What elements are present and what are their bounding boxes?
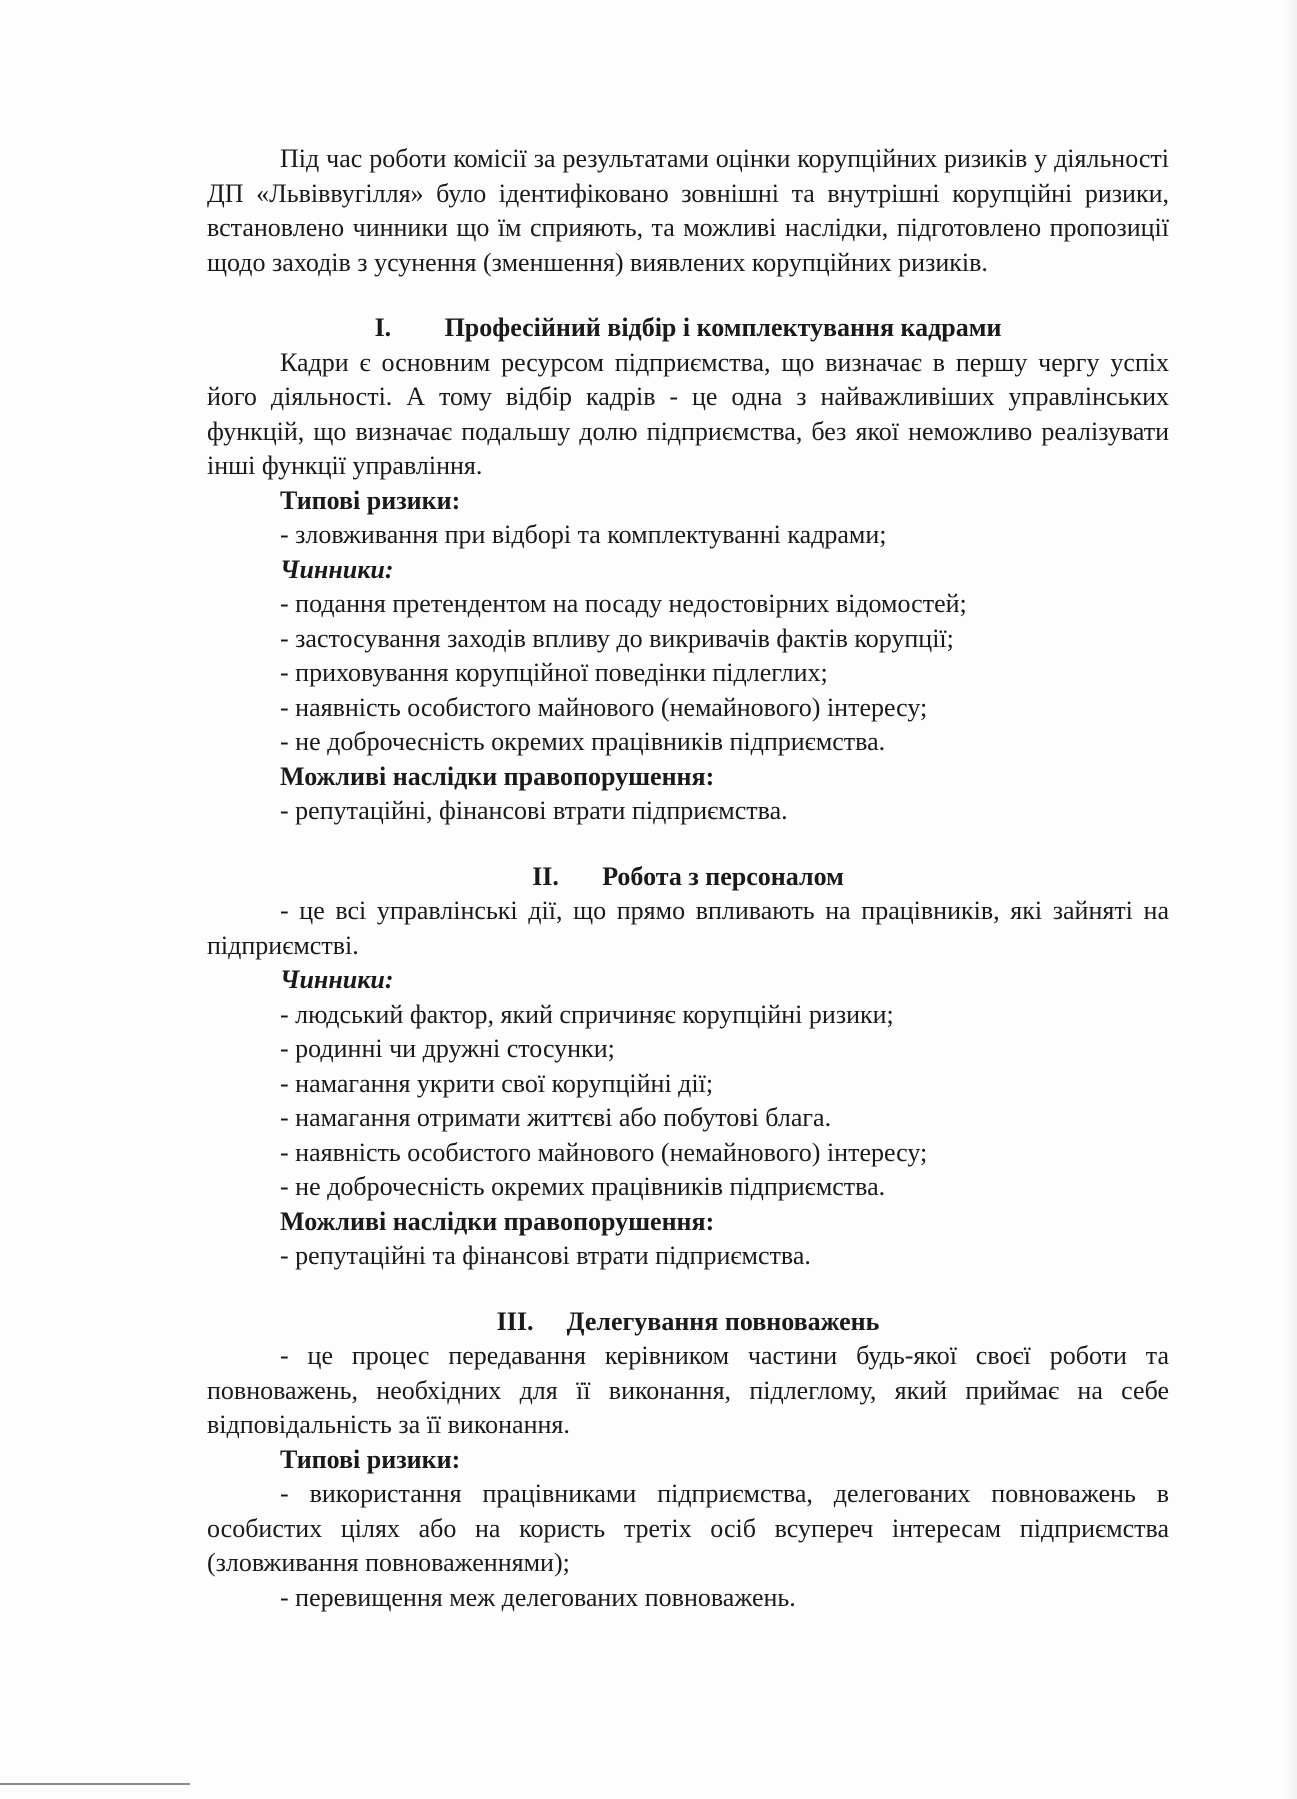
section-3-risks-label: Типові ризики: — [280, 1444, 461, 1474]
document-body — [207, 142, 1169, 1615]
section-1-factor-item: - подання претендентом на посаду недостовірних відомостей; — [280, 589, 967, 618]
section-2-factor-item: - намагання отримати життєві або побутові блага. — [280, 1103, 832, 1132]
section-2-factor-item: - не доброчесність окремих працівників підприємства. — [280, 1172, 886, 1201]
intro-paragraph: Під час роботи комісії за результатами оцінки корупційних ризиків у діяльності ДП «Львіввугілля» було ідентифіковано зовнішні та внутрішні корупційні ризики, встановлено чинники що їм сприяють, та можливі наслідки, підготовлено пропозиції щодо заходів з усунення (зменшення) виявлених корупційних ризиків. — [207, 144, 1169, 277]
section-3-risk-item: - використання працівниками підприємства, делегованих повноважень в особистих цілях або на користь третіх осіб всупереч інтересам підприємства (зловживання повноваженнями); — [207, 1479, 1169, 1577]
section-1-factor-item: - застосування заходів впливу до викривачів фактів корупції; — [280, 623, 954, 653]
section-3-description: - це процес передавання керівником частини будь-якої своєї роботи та повноважень, необхідних для її виконання, підлеглому, який приймає на себе відповідальність за її виконання. — [207, 1341, 1169, 1439]
section-3-number: III. — [496, 1306, 534, 1336]
section-1-risks-label: Типові ризики: — [280, 485, 461, 515]
section-1-consequence-item: - репутаційні, фінансові втрати підприємства. — [280, 796, 788, 825]
section-1-title: Професійний відбір і комплектування кадрами — [444, 313, 1002, 342]
section-1-factor-item: - не доброчесність окремих працівників підприємства. — [280, 727, 886, 756]
section-2-factors-label: Чинники: — [280, 965, 394, 994]
section-2-description: - це всі управлінські дії, що прямо впливають на працівників, які зайняті на підприємстві. — [207, 896, 1169, 960]
section-1-heading — [207, 311, 1169, 346]
section-2-factor-item: - людський фактор, який спричиняє корупційні ризики; — [280, 999, 894, 1029]
section-2-consequences-label: Можливі наслідки правопорушення: — [280, 1206, 715, 1236]
section-1-factor-item: - приховування корупційної поведінки підлеглих; — [280, 658, 828, 687]
section-2-number: II. — [532, 861, 559, 891]
section-2-factor-item: - наявність особистого майнового (немайнового) інтересу; — [280, 1137, 928, 1167]
section-1-consequences-label: Можливі наслідки правопорушення: — [280, 761, 715, 791]
section-1-factors-label: Чинники: — [280, 554, 394, 584]
section-1-number: I. — [374, 313, 392, 342]
section-2-consequence-item: - репутаційні та фінансові втрати підприємства. — [280, 1241, 811, 1270]
section-1-description: Кадри є основним ресурсом підприємства, що визначає в першу чергу успіх його діяльності. А тому відбір кадрів - це одна з найважливіших управлінських функцій, що визначає подальшу долю підприємства, без якої неможливо реалізувати інші функції управління. — [207, 347, 1169, 480]
section-1-factor-item: - наявність особистого майнового (немайнового) інтересу; — [280, 692, 928, 722]
section-3-risk-item: - перевищення меж делегованих повноважень. — [280, 1582, 796, 1612]
section-3-title: Делегування повноважень — [566, 1306, 880, 1336]
section-2-heading — [207, 860, 1169, 895]
scan-artifact-line — [0, 1783, 190, 1785]
section-3-heading — [207, 1305, 1169, 1340]
section-2-factor-item: - намагання укрити свої корупційні дії; — [280, 1068, 714, 1098]
section-2-title: Робота з персоналом — [602, 861, 844, 891]
scan-edge — [1281, 0, 1297, 1799]
section-2-factor-item: - родинні чи дружні стосунки; — [280, 1034, 615, 1063]
section-1-risk-item: - зловживання при відборі та комплектуванні кадрами; — [280, 520, 887, 549]
